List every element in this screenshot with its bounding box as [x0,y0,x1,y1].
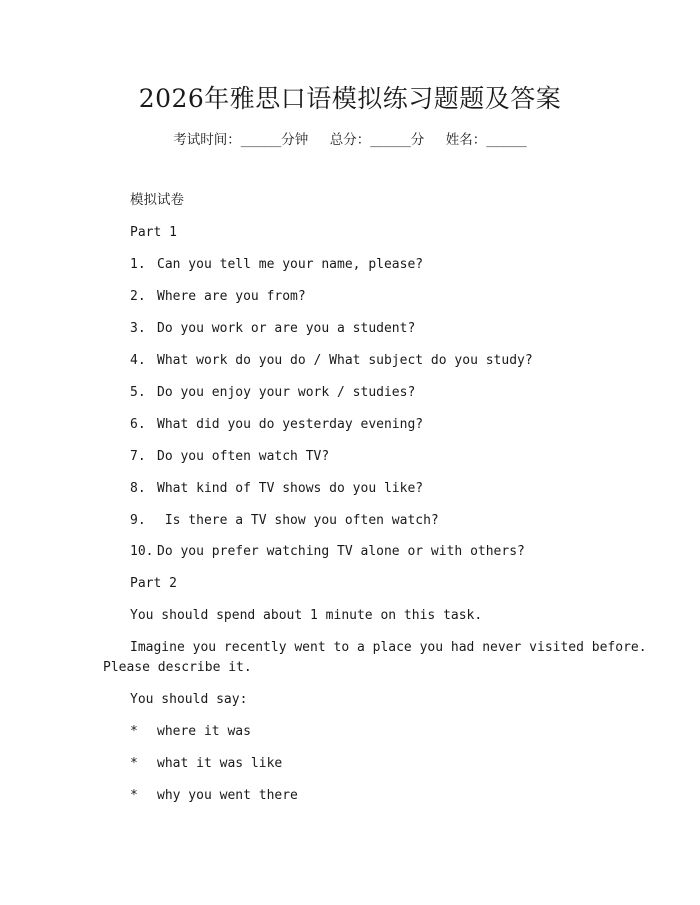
question-number: 9. [130,513,146,528]
exam-meta-line: 考试时间：______分钟 总分：______分 姓名：______ [173,132,527,148]
question-number: 8. [130,481,146,496]
bullet-marker: * [130,788,138,803]
question-item [130,288,600,306]
question-text: Do you work or are you a student? [157,321,416,336]
bullet-text: where it was [157,724,251,739]
part2-should-say: You should say: [130,692,248,707]
bullet-marker: * [130,724,138,739]
question-item [130,543,600,561]
mock-exam-label: 模拟试卷 [130,192,184,208]
question-item [130,480,600,498]
question-text: Do you enjoy your work / studies? [157,385,416,400]
bullet-item [130,755,600,773]
page-title: 2026年雅思口语模拟练习题题及答案 [138,84,562,113]
part2-instruction: You should spend about 1 minute on this task. [130,608,483,623]
question-text: What did you do yesterday evening? [157,417,424,432]
question-item [130,448,600,466]
question-item [130,384,600,402]
part2-task-continuation: Please describe it. [103,660,252,675]
part2-label: Part 2 [130,576,177,591]
part2-task-line: Imagine you recently went to a place you had never visited before. [130,640,647,655]
question-number: 3. [130,321,146,336]
part1-label: Part 1 [130,225,177,240]
bullet-text: why you went there [157,788,298,803]
question-number: 5. [130,385,146,400]
question-item [130,352,600,370]
question-item [130,416,600,434]
question-text: Is there a TV show you often watch? [157,513,439,528]
question-text: Do you prefer watching TV alone or with others? [157,544,525,559]
question-number: 2. [130,289,146,304]
question-number: 1. [130,257,146,272]
question-item [130,320,600,338]
bullet-item [130,723,600,741]
question-text: Where are you from? [157,289,306,304]
question-item [130,512,600,530]
question-text: What work do you do / What subject do you study? [157,353,533,368]
bullet-item [130,787,600,805]
question-text: What kind of TV shows do you like? [157,481,424,496]
question-text: Can you tell me your name, please? [157,257,424,272]
question-number: 6. [130,417,146,432]
question-number: 7. [130,449,146,464]
question-number: 4. [130,353,146,368]
question-item [130,256,600,274]
bullet-text: what it was like [157,756,283,771]
question-text: Do you often watch TV? [157,449,330,464]
bullet-marker: * [130,756,138,771]
question-number: 10. [130,544,154,559]
